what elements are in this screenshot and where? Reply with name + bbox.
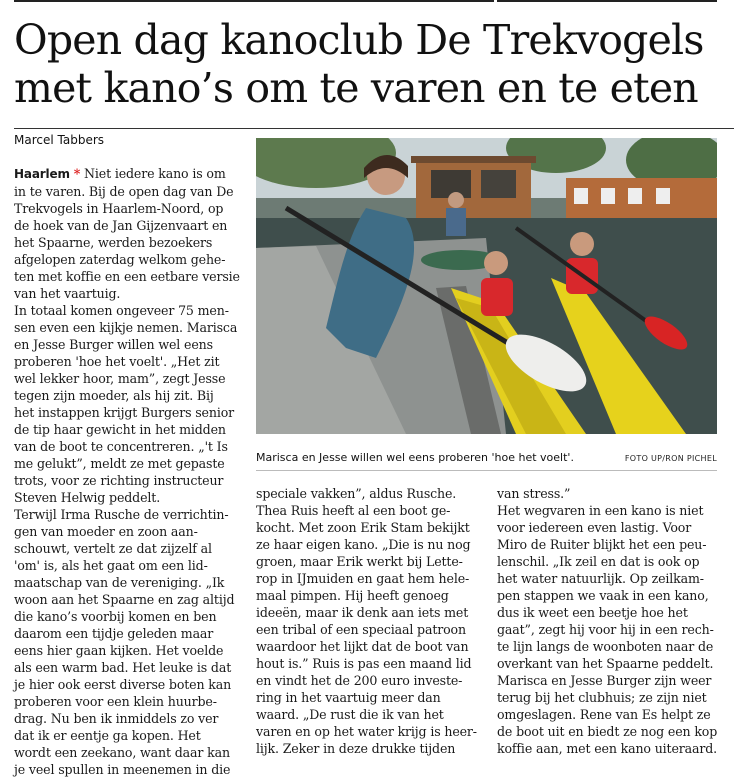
paragraph: In totaal komen ongeveer 75 men- sen even een kijkje nemen. Marisca en Jesse Burger willen wel eens proberen 'hoe het voelt'. „Het zit wel lekker hoor, mam”, zegt Jesse tegen zijn moeder, als hij zit. Bij het instappen krijgt Burgers senior de tip haar gewicht in het midden van de boot te concentreren. „'t Is me gelukt”, meldt ze met gepaste trots, voor ze richting instructeur Steven Helwig peddelt. [14,303,238,505]
paragraph: Terwijl Irma Rusche de verrichtin- gen van moeder en zoon aan- schouwt, vertelt ze dat zijzelf al 'om' is, als het gaat om een lid- maatschap van de vereniging. „Ik woon aan het Spaarne en zag altijd die kano’s voorbij komen en ben daarom een tijdje geleden maar eens hier gaan kijken. Het voelde als een warm bad. Het leuke is dat je hier ook eerst diverse boten kan proberen voor een klein huurbe- drag. Nu ben ik inmiddels zo ver dat ik er eentje ga kopen. Het wordt een zeekano, want daar kan je veel spullen in meenemen in die [14,507,235,777]
top-rule-right [497,0,717,2]
paragraph: van stress.” [497,486,571,501]
article-column-2 [256,485,491,757]
headline-line-1: Open dag kanoclub De Trekvogels [14,16,704,64]
top-rule-left [14,0,494,2]
byline: Marcel Tabbers [14,133,105,147]
kayak-scene-illustration [256,138,717,434]
paragraph: speciale vakken”, aldus Rusche. Thea Ruis heeft al een boot ge- kocht. Met zoon Erik Stam bekijkt ze haar eigen kano. „Die is nu nog groen, maar Erik werkt bij Lette- rop in IJmuiden en gaat hem hele- maal pimpen. Hij heeft genoeg ideeën, maar ik denk aan iets met een tribal of een speciaal patroon waardoor het lijkt dat de boot van hout is.” Ruis is pas een maand lid en vindt het de 200 euro investe- ring in het vaartuig meer dan waard. „De rust die ik van het varen en op het water krijg is heer- lijk. Zeker in deze drukke tijden [256,486,477,756]
lead-paragraph [14,165,254,302]
headline [14,16,734,112]
dateline: Haarlem [14,167,70,181]
paragraph: Het wegvaren in een kano is niet voor iedereen even lastig. Voor Miro de Ruiter blijkt het een peu- lenschil. „Ik zeil en dat is ook op het water natuurlijk. Op zeilkam- pen stappen we vaak in een kano, dus ik weet een beetje hoe het gaat”, zegt hij voor hij in een rech- te lijn langs de woonboten naar de overkant van het Spaarne peddelt. [497,503,714,671]
dateline-star-icon: * [73,166,81,181]
photo-caption-row [256,451,717,464]
photo-caption: Marisca en Jesse willen wel eens proberen 'hoe het voelt'. [256,451,574,464]
byline-rule [14,128,734,129]
article-column-1 [14,165,254,778]
paragraph: Marisca en Jesse Burger zijn weer terug bij het clubhuis; ze zijn niet omgeslagen. Rene van Es helpt ze de boot uit en biedt ze nog een kop koffie aan, met een kano uiteraard. [497,673,718,756]
caption-rule [256,470,717,471]
headline-line-2: met kano’s om te varen en te eten [14,64,698,112]
photo-credit: FOTO UP/RON PICHEL [624,454,717,463]
article-photo [256,138,717,434]
lead-text: Niet iedere kano is om in te varen. Bij de open dag van De Trekvogels in Haarlem-Noord, op de hoek van de Jan Gijzenvaart en het Spaarne, werden bezoekers afgelopen zaterdag welkom gehe- ten met koffie en een eetbare versie van het vaartuig. [14,166,240,301]
article-column-3 [497,485,732,757]
